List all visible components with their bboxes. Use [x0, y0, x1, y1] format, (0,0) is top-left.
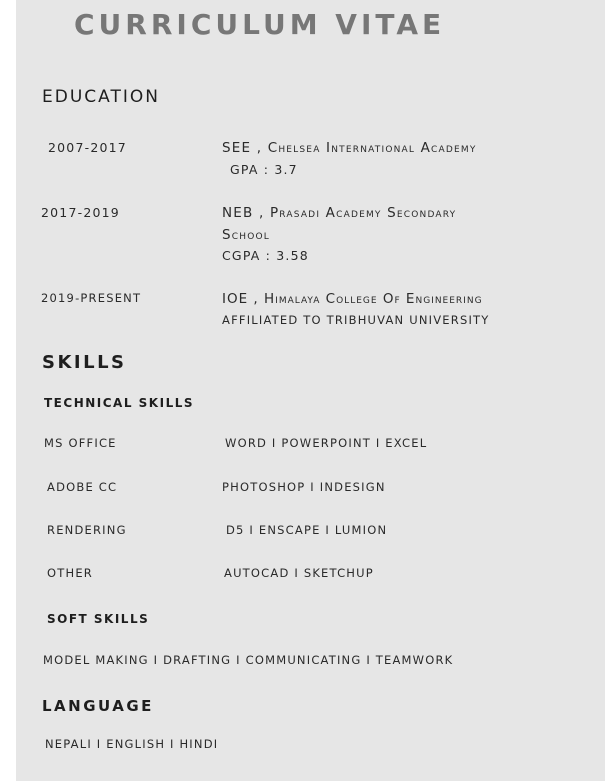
skills-heading: SKILLS	[42, 352, 127, 373]
soft-skills-list: MODEL MAKING I DRAFTING I COMMUNICATING I TEAMWORK	[43, 653, 454, 667]
skill-name-other: OTHER	[47, 566, 93, 580]
skill-name-rendering: RENDERING	[47, 523, 127, 537]
education-affiliation-3: AFFILIATED TO TRIBHUVAN UNIVERSITY	[222, 313, 490, 327]
technical-skills-heading: TECHNICAL SKILLS	[44, 396, 194, 410]
education-institution-2: NEB , Prasadi Academy Secondary	[222, 205, 457, 221]
education-grade-2: CGPA : 3.58	[222, 248, 309, 263]
skill-name-adobe: ADOBE CC	[47, 480, 118, 494]
education-heading: EDUCATION	[42, 87, 160, 107]
education-years-2: 2017-2019	[41, 205, 120, 220]
page-title: CURRICULUM VITAE	[74, 8, 446, 41]
skill-value-ms-office: WORD I POWERPOINT I EXCEL	[225, 436, 428, 450]
education-years-1: 2007-2017	[48, 140, 127, 155]
language-list: NEPALI I ENGLISH I HINDI	[45, 737, 219, 751]
education-institution-2-cont: School	[222, 227, 271, 243]
cv-page	[16, 0, 605, 781]
soft-skills-heading: SOFT SKILLS	[47, 612, 150, 626]
skill-value-rendering: D5 I ENSCAPE I LUMION	[226, 523, 388, 537]
education-institution-3: IOE , Himalaya College Of Engineering	[222, 291, 483, 307]
skill-value-other: AUTOCAD I SKETCHUP	[224, 566, 374, 580]
education-institution-1: SEE , Chelsea International Academy	[222, 140, 477, 156]
skill-value-adobe: PHOTOSHOP I INDESIGN	[222, 480, 386, 494]
education-grade-1: GPA : 3.7	[230, 162, 298, 177]
skill-name-ms-office: MS OFFICE	[44, 436, 117, 450]
education-years-3: 2019-PRESENT	[41, 291, 142, 305]
language-heading: LANGUAGE	[42, 697, 154, 715]
